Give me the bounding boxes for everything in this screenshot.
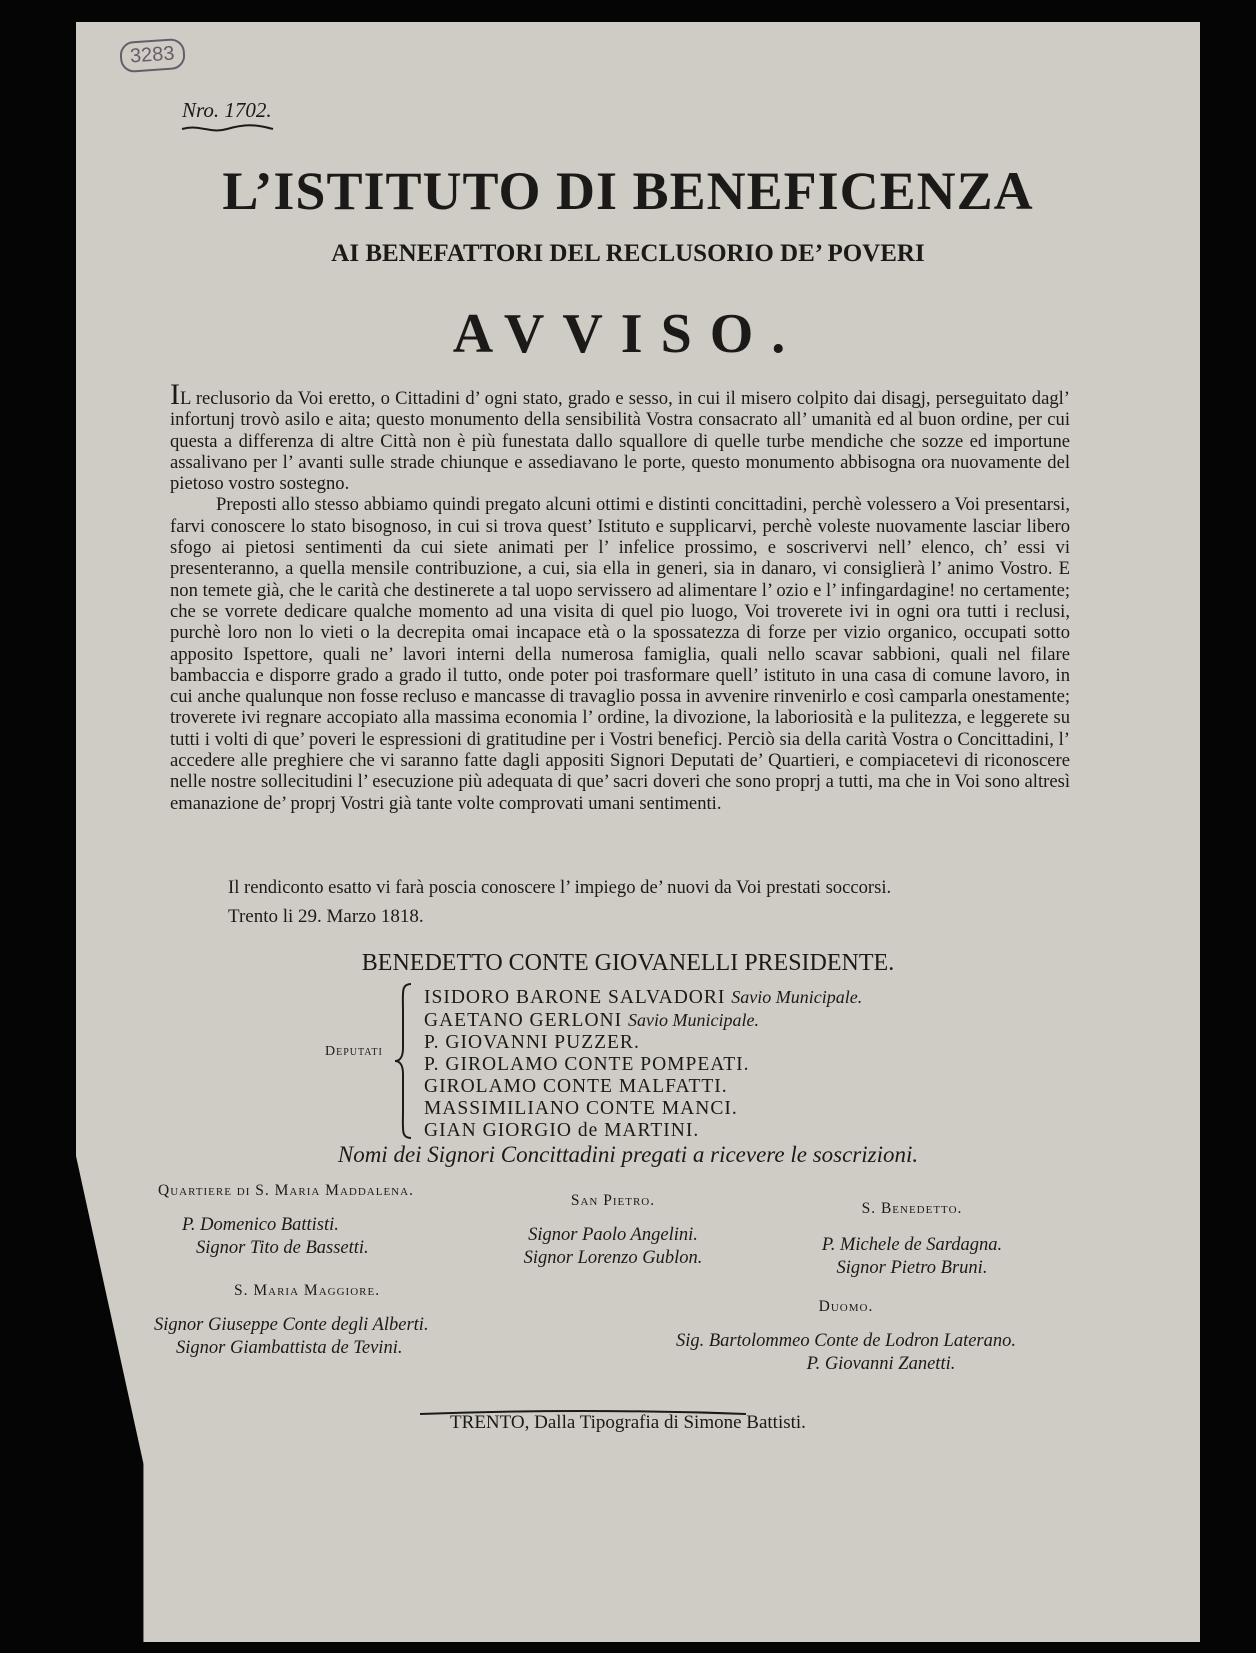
deputy-item: P. GIOVANNI PUZZER. (424, 1032, 640, 1053)
deputy-item: GAETANO GERLONI Savio Municipale. (424, 1010, 759, 1031)
quarter-name: Signor Pietro Bruni. (836, 1258, 988, 1278)
quarter-name: Signor Giuseppe Conte degli Alberti. (154, 1315, 429, 1335)
quarter-name: Signor Lorenzo Gublon. (523, 1248, 703, 1268)
quarter-name: P. Michele de Sardagna. (821, 1235, 1003, 1255)
quarter-name: Signor Giambattista de Tevini. (176, 1338, 403, 1358)
notice-heading: AVVISO. (452, 303, 804, 365)
quarter-heading: Duomo. (818, 1298, 874, 1315)
page-title: L’ISTITUTO DI BENEFICENZA (222, 161, 1034, 221)
quarter-maddalena (158, 1182, 488, 1260)
quarter-name: P. Giovanni Zanetti. (806, 1354, 956, 1374)
brace-icon (393, 982, 415, 1140)
quarter-san-pietro (498, 1192, 728, 1270)
quarter-name: P. Domenico Battisti. (182, 1215, 339, 1235)
deputy-item: MASSIMILIANO CONTE MANCI. (424, 1098, 738, 1119)
drop-cap: I (170, 378, 180, 411)
date-line: Trento li 29. Marzo 1818. (228, 906, 424, 927)
quarter-name: Signor Paolo Angelini. (528, 1225, 698, 1245)
paragraph-2: Preposti allo stesso abbiamo quindi pregato alcuni ottimi e distinti concittadini, perchè volessero a Voi presentarsi, farvi conoscere lo stato bisognoso, in cui si trova quest’ Istituto e supplicarvi, perchè voleste nuovamente lasciar libero sfogo ai pietosi sentimenti da cui siete animati per l’ infelice prossimo, e soscrivervi nell’ elenco, ch’ essi vi presenteranno, a quella mensile contribuzione, a cui, sia ella in generi, sia in danaro, vi consiglierà l’ animo Vostro. E non temete già, che le carità che destinerete a tal uopo servissero ad alimentare l’ ozio e l’ infingardagine! no certamente; che se vorrete dedicare qualche momento ad una visita di quel pio luogo, Voi troverete ivi in ogni ora tutti i reclusi, purchè loro non lo vieti o la decrepita omai incapace età o la spossatezza di forze per vizio organico, occupati sotto apposito Ispettore, quali ne’ lavori interni della numerosa famiglia, quali nello scavar sabbioni, quali nel filare bambaccia e disporre grado a grado il tutto, onde poter poi trasformare quell’ istituto in una casa di comune lavoro, in cui anche qualunque non fosse recluso e mancasse di travaglio possa in avvenire rinvenirlo e così camparla onestamente; troverete ivi regnare accopiato alla massima economia l’ ordine, la divozione, la laboriosità e la pulitezza, e leggerete su tutti i volti di que’ poveri le espressioni di gratitudine per i Vostri beneficj. Perciò sia della carità Vostra o Concittadini, l’ accedere alle preghiere che vi saranno fatte dagli appositi Signori Deputati de’ Quartieri, e compiacetevi di riconoscere nelle nostre sollecitudini l’ esecuzione più adequata di que’ sacri doveri che sono proprj a tutti, ma che in Voi sono altresì emanazione de’ proprj Vostri già tante volte comprovati umani sentimenti. (170, 494, 1070, 814)
printer-imprint: TRENTO, Dalla Tipografia di Simone Battisti. (450, 1412, 806, 1433)
page-subtitle: AI BENEFATTORI DEL RECLUSORIO DE’ POVERI (331, 240, 925, 267)
quarter-duomo (636, 1298, 1056, 1376)
document-number: Nro. 1702. (182, 98, 272, 122)
notice-body (170, 378, 1070, 814)
quarter-benedetto (772, 1200, 1052, 1280)
deputies-list (424, 986, 862, 1142)
president-name: BENEDETTO CONTE GIOVANELLI PRESIDENTE. (361, 950, 895, 976)
quarter-heading: S. Benedetto. (861, 1200, 963, 1217)
quarter-maria-maggiore (150, 1282, 490, 1360)
deputies-label: Deputati (325, 1044, 383, 1059)
collectors-heading: Nomi dei Signori Concittadini pregati a ricevere le soscrizioni. (337, 1142, 919, 1167)
quarter-name: Sig. Bartolommeo Conte de Lodron Laterano. (675, 1331, 1017, 1351)
flourish-ornament (180, 124, 275, 134)
closing-sentence: Il rendiconto esatto vi farà poscia conoscere l’ impiego de’ nuovi da Voi prestati soccorsi. (228, 877, 892, 898)
deputy-item: GIAN GIORGIO de MARTINI. (424, 1120, 700, 1141)
quarter-heading: S. Maria Maggiore. (234, 1282, 381, 1299)
quarter-heading: San Pietro. (570, 1192, 656, 1209)
deputy-item: P. GIROLAMO CONTE POMPEATI. (424, 1054, 750, 1075)
paragraph-1 (170, 378, 1070, 495)
deputy-item: ISIDORO BARONE SALVADORI Savio Municipale. (424, 987, 863, 1008)
quarter-name: Signor Tito de Bassetti. (196, 1238, 369, 1258)
archive-stamp: 3283 (119, 38, 186, 73)
quarter-heading: Quartiere di S. Maria Maddalena. (158, 1182, 414, 1199)
paragraph-1-text: L reclusorio da Voi eretto, o Cittadini d’ ogni stato, grado e sesso, in cui il misero colpito dai disagj, perseguitato dagl’ infortunj trovò asilo e aita; questo monumento della sensibilità Vostra consacrato all’ umanità ed al buon ordine, per cui questa a differenza di altre Città non è più funestata dallo squallore di quelle turbe mendiche che sozze ed importune assalivano per l’ avanti sulle strade chiunque e assediavano le porte, questo monumento abbisogna ora nuovamente del pietoso vostro sostegno. (170, 388, 1070, 495)
deputy-item: GIROLAMO CONTE MALFATTI. (424, 1076, 728, 1097)
